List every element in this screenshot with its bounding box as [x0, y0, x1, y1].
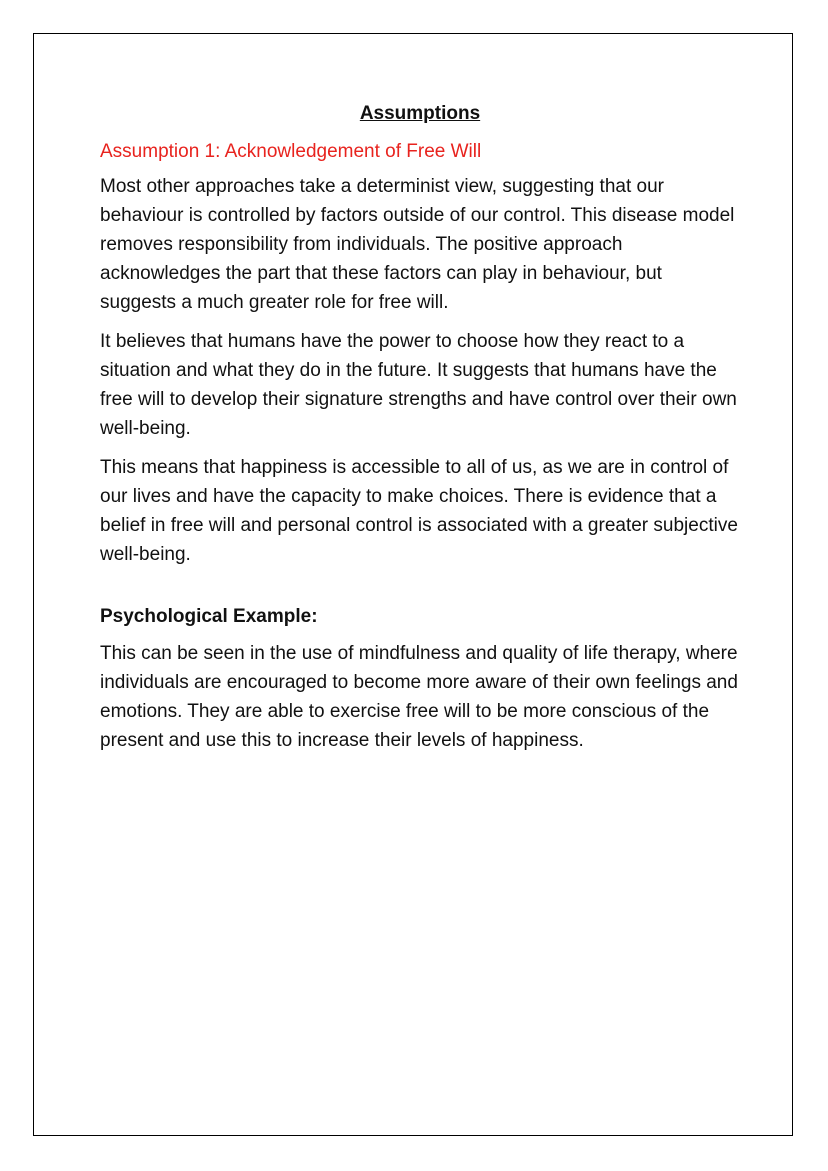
paragraph-determinism: Most other approaches take a determinist view, suggesting that our behaviour is controlled by factors outside of our control. This disease model removes responsibility from individuals. The positive approach acknowledges the part that these factors can play in behaviour, but suggests a much greater role for free will. — [100, 176, 735, 313]
example-heading: Psychological Example: — [100, 606, 318, 627]
paragraph-power-to-choose: It believes that humans have the power to choose how they react to a situation and what they do in the future. It suggests that humans have the free will to develop their signature strengths and have control over their own well-being. — [100, 331, 737, 439]
section-title: Assumptions — [359, 103, 481, 124]
document-body — [100, 100, 740, 765]
paragraph-happiness-accessible: This means that happiness is accessible to all of us, as we are in control of our lives and have the capacity to make choices. There is evidence that a belief in free will and personal control is associated with a greater subjective well-being. — [100, 457, 738, 565]
assumption-heading: Assumption 1: Acknowledgement of Free Will — [100, 141, 482, 162]
example-paragraph: This can be seen in the use of mindfulness and quality of life therapy, where individuals are encouraged to become more aware of their own feelings and emotions. They are able to exercise free will to be more conscious of the present and use this to increase their levels of happiness. — [100, 643, 738, 751]
section-gap — [100, 579, 740, 603]
